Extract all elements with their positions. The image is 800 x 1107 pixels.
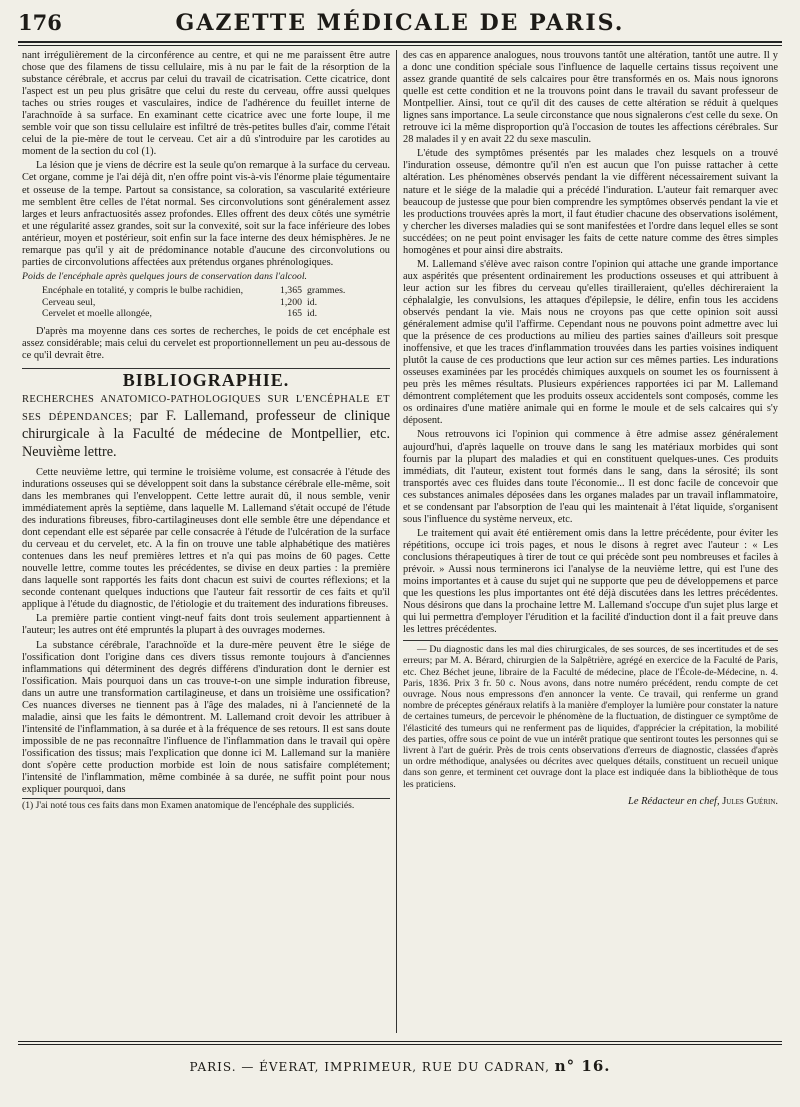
- weights-value: 1,200: [279, 296, 302, 308]
- bibliography-title: [22, 390, 390, 461]
- paragraph: Cette neuvième lettre, qui termine le troisième volume, est consacrée à l'étude des indurations osseuses qui se développent soit dans la substance cérébrale elle-même, soit dans les membranes qui l'enveloppent. Cette lettre aurait dû, il nous semble, venir immédiatement après la septième, dans laquelle M. Lallemand s'était occupé de l'étude des indurations fibreuses, fibro-cartilagineuses dont elle semble être une dépendance et dont cependant elle est séparée par celle consacrée à l'étude de l'ulcération de la surface du cerveau et du cervelet, etc. A la fin on trouve une table alphabétique des matières contenues dans les neuf premières lettres et n'a qui pas moins de 60 pages. Cette nouvelle lettre, comme toutes les précédentes, se divise en deux parties : la première dans laquelle sont rapportés les faits dont chacun est suivi de courtes réflexions; et la seconde contenant quelques inductions que l'auteur fait ressortir de ces faits et qu'il applique à l'étude du diagnostic, de l'étiologie et du traitement des indurations fibreuses.: [22, 466, 390, 611]
- issue-number: n° 16.: [554, 1057, 611, 1075]
- paragraph: La première partie contient vingt-neuf faits dont trois seulement appartiennent à l'auteur; les autres ont été empruntés la plupart à des ouvrages modernes.: [22, 613, 390, 637]
- weights-row: [22, 297, 390, 309]
- paragraph: La lésion que je viens de décrire est la seule qu'on remarque à la surface du cerveau. Cet organe, comme je l'ai déjà dit, n'en offre point vis-à-vis l'énorme plaie tégumentaire et osseuse de la tempe. Partout sa consistance, sa coloration, sa vascularité extérieure me semblent être celles de l'état normal. Ses circonvolutions sont généralement assez larges et leurs anfractuosités assez profondes. Elles offrent des deux côtés une symétrie et une régularité assez grandes, soit sur la convexité, soit sur la face inférieure des lobes antérieur, moyen et postérieur, soit enfin sur la face interne des deux hémisphères. Je ne remarque pas qu'il y ait de prédominance notable d'aucune des circonvolutions ou parties de circonvolutions affectées aux prétendus organes phrénologiques.: [22, 160, 390, 268]
- signature-name: Jules Guérin.: [722, 795, 778, 807]
- bibliography-title-smallcaps: RECHERCHES ANATOMICO-PATHOLOGIQUES SUR L'ENCÉPHALE ET SES DÉPENDANCES;: [22, 394, 390, 424]
- right-column: [403, 50, 778, 1033]
- footnote: (1) J'ai noté tous ces faits dans mon Examen anatomique de l'encéphale des suppliciés.: [22, 798, 390, 811]
- weights-row: [22, 308, 390, 320]
- header-rule-thin: [18, 45, 782, 46]
- bibliography-title-author: par F. Lallemand, professeur de clinique chirurgicale à la Faculté de médecine de Montpellier, etc. Neuvième lettre.: [22, 408, 390, 460]
- editor-signature: [403, 796, 778, 808]
- book-notice-text: — Du diagnostic dans les mal dies chirurgicales, de ses sources, de ses incertitudes et de ses erreurs; par M. A. Bérard, chirurgien de la Salpêtrière, agrégé en exercice de la Faculté de Paris, etc. Chez Béchet jeune, libraire de la Faculté de médecine, place de l'École-de-Médecine, n. 4. Paris, 1836. Prix 3 fr. 50 c. Nous avons, dans notre numéro précédent, rendu compte de cet ouvrage. Nous nous empressons d'en annoncer la vente. Ce travail, qui renferme un grand nombre de préceptes généraux relatifs à la manière d'employer la lumière pour constater la nature de certaines tumeurs, de percevoir le phénomène de la fluctuation, de distinguer ce symptôme de l'élasticité des tumeurs qui ne renferment pas de liquides, d'apprécier la crépitation, la mobilité des parties, offre sous ce point de vue un intérêt pratique que sentiront toutes les personnes qui se livrent à l'art de guérir. Près de trois cents observations d'erreurs de diagnostic, classées d'après un ordre méthodique, analysées ou décrites avec quelques détails, constituent un recueil unique dans son genre, et terminent cet ouvrage dont la place est indiquée dans la bibliothèque de tous les praticiens.: [403, 644, 778, 790]
- weights-row: [22, 285, 390, 297]
- paragraph: L'étude des symptômes présentés par les malades chez lesquels on a trouvé l'induration osseuse, démontre qu'il n'en est aucun que l'on puisse rattacher à cette altération. Les phénomènes observés pendant la vie diffèrent nécessairement suivant la nature et le siége de la maladie qui a précédé l'induration. L'auteur fait remarquer avec beaucoup de justesse que pour bien comprendre les symptômes observés pendant la vie et les productions trouvées après la mort, il faut étudier chacune des observations isolément, y chercher les diverses maladies qui se sont manifestées et l'ordre dans lequel elles se sont succédées; on ne peut point envisager les faits de cette nature comme des êtres simples homogènes et pour ainsi dire abstraits.: [403, 148, 778, 256]
- left-column: [22, 50, 390, 1033]
- weights-value: 165: [287, 308, 302, 320]
- header-rule: [18, 41, 782, 43]
- paragraph: des cas en apparence analogues, nous trouvons tantôt une altération, tantôt une autre. Il y a donc une condition spéciale sous l'influence de laquelle certains tissus reçoivent une assez grande quantité de sels calcaires pour être transformés en os. Mais nous ignorons quelle est cette condition et ne la trouvons point dans le travail du savant professeur de Montpellier. Ainsi, tout ce qu'il dit des causes de cette altération se réduit à quelques lignes sans importance. La seule circonstance que nous signalerons c'est celle du sexe. On retrouve ici la même disproportion qu'à l'occasion de toutes les affections cérébrales. Sur 28 malades il y en avait 22 du sexe masculin.: [403, 50, 778, 146]
- section-rule: [22, 368, 390, 369]
- page-header: [18, 8, 782, 38]
- weights-unit: id.: [307, 296, 318, 308]
- masthead-title: GAZETTE MÉDICALE DE PARIS.: [175, 10, 625, 36]
- footer-rule: [18, 1041, 782, 1042]
- paragraph: M. Lallemand s'élève avec raison contre l'opinion qui attache une grande importance aux aspérités que présentent ordinairement les productions osseuses et qui attribuent à leur action sur les fibres du cerveau qu'elles tirailleraient, qu'elles déchireraient la céphalalgie, les convulsions, les attaques d'épilepsie, le délire, enfin tous les accidens observés pendant la vie. Mais nous ne croyons pas que cette opinion soit aussi généralement admise qu'il l'affirme. Cependant nous ne pouvons point admettre avec lui que la présence de ces productions au milieu des parties saines d'ailleurs soit presque inoffensive, et que les traces d'inflammation trouvées dans les parties voisines indiquent plutôt la cause de ces productions que leur action sur ces mêmes parties. Les indurations osseuses examinées par les procédés chimiques auxquels on soumet les os fournissent à peu près les mêmes résultats. Plusieurs expériences rapportées ici par M. Lallemand démontrent complétement que les produits osseux accidentels sont composés, comme les os ordinaires d'une matière animale qui en forme le moule et de sels calcaires qui s'y déposent.: [403, 258, 778, 427]
- weights-caption: Poids de l'encéphale après quelques jours de conservation dans l'alcool.: [22, 270, 307, 282]
- column-divider: [396, 50, 397, 1033]
- weights-label: Cerveau seul,: [42, 296, 96, 308]
- weights-label: Encéphale en totalité, y compris le bulbe rachidien,: [42, 285, 244, 297]
- page-number: 176: [18, 10, 62, 35]
- section-title: BIBLIOGRAPHIE.: [122, 369, 290, 390]
- printer-imprint: [0, 1057, 800, 1075]
- weights-unit: id.: [307, 308, 318, 320]
- weights-unit: grammes.: [307, 285, 346, 297]
- paragraph: La substance cérébrale, l'arachnoïde et la dure-mère peuvent être le siége de l'ossification dont l'origine dans ces divers tissus remonte toujours à d'anciennes inflammations qui déterminent des degrés différens d'induration dont le dernier est l'ossification. Mais pourquoi dans un cas trouve-t-on une simple induration fibreuse, dans un autre une transformation cartilagineuse, et dans un troisième une ossification? Ces nuances diverses ne tiennent pas à l'âge des malades, ni à l'ancienneté de la maladie, ainsi que les faits le démontrent. M. Lallemand croit devoir les attribuer à l'intensité de l'inflammation, à sa durée et à la fréquence de ses retours. Il est sans doute impossible de ne pas reconnaître l'influence de l'inflammation dans le travail qui opère l'ossification des tissus; mais l'explication que donne ici M. Lallemand sur la manière dont s'opère cette production morbide est loin de nous satisfaire complétement; l'intensité de l'inflammation, même combinée à sa durée, ne suffit point pour nous expliquer pourquoi, dans: [22, 639, 390, 796]
- footer-rule-thin: [18, 1044, 782, 1045]
- imprint-text: PARIS. — ÉVERAT, IMPRIMEUR, RUE DU CADRAN,: [189, 1060, 550, 1074]
- signature-label: Le Rédacteur en chef,: [628, 795, 720, 807]
- weights-value: 1,365: [279, 285, 302, 297]
- weights-label: Cervelet et moelle allongée,: [42, 308, 152, 320]
- paragraph: nant irrégulièrement de la circonférence au centre, et qui ne me paraissent être autre chose que des filamens de tissu cellulaire, mis à nu par le fait de la résorption de la substance cérébrale, et accrus par celui du travail de cicatrisation. Cette cicatrice, dont l'aspect est un peu plus grisâtre que celui du reste du cerveau, offre aussi quelques taches ou stries rouges et vasculaires, indice de l'adhérence du feuillet interne de l'arachnoïde à sa surface. En examinant cette cicatrice avec une forte loupe, il me semble voir que son tissu cellulaire est infiltré de très-petites bulles d'air, comme l'était celui de la pie-mère de tout le cerveau. Cet air a dû s'introduire par les carotides au moment de la section du col (1).: [22, 50, 390, 158]
- paragraph: Nous retrouvons ici l'opinion qui commence à être admise assez généralement aujourd'hui, d'après laquelle on trouve dans le sang les matériaux morbides qui sont fournis par la plupart des maladies et qui en constituent quelques-unes. Ces produits immédiats, dit l'auteur, existent tout formés dans le sang, dans la sérosité; ils sont transportés avec ces fluides dans toute l'économie... Il est donc facile de concevoir que ces substances animales déposées dans les organes malades par un travail inflammatoire, et se condensant par l'absorption de l'eau qui les maintenait à l'état liquide, s'organisent sous l'influence du système nerveux, etc.: [403, 429, 778, 525]
- weights-table: [22, 271, 390, 320]
- paragraph: D'après ma moyenne dans ces sortes de recherches, le poids de cet encéphale est assez considérable; mais celui du cervelet est proportionnellement un peu au-dessous de ce qu'il devrait être.: [22, 325, 390, 361]
- paragraph: Le traitement qui avait été entièrement omis dans la lettre précédente, pour éviter les répétitions, occupe ici trois pages, et nous le disons à regret avec l'auteur : « Les conclusions thérapeutiques à tirer de tout ce qui précède sont peu nombreuses et faciles à prévoir. » Aussi nous terminerons ici l'analyse de la neuvième lettre, qui est l'une des moins importantes et à cause du sujet qui ne supporte que peu de développemens et parce que les questions les plus importantes ont été déjà discutées dans les lettres précédentes. Nous désirons que dans la prochaine lettre M. Lallemand s'occupe d'un sujet plus large et qui lui permettra d'employer l'érudition et la facilité d'induction dont il a fait preuve dans les lettres précédentes.: [403, 527, 778, 636]
- book-notice: [403, 640, 778, 790]
